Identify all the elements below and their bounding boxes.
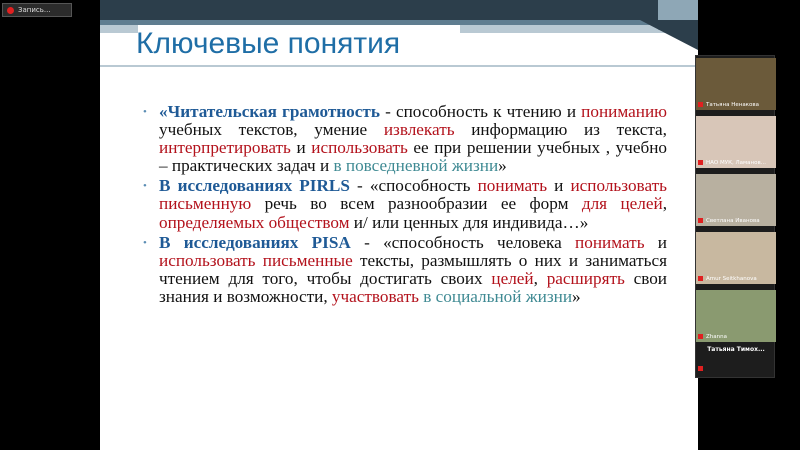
slide-title: Ключевые понятия: [136, 27, 401, 60]
body-text: - «способность человека: [350, 232, 576, 252]
highlighted-term: расширять: [546, 268, 625, 288]
body-text: ее при решении учебных , учебно – практических задач и: [159, 138, 667, 176]
body-text: речь во всем разнообразии ее форм: [251, 194, 582, 214]
bullet-icon: •: [143, 106, 147, 118]
highlighted-term: пониманию: [581, 102, 667, 121]
body-text: »: [572, 286, 581, 306]
slide-body: [143, 103, 667, 308]
slide-bullet-item: [143, 177, 667, 231]
body-text: тексты, размышлять о них и заниматься чтением для того, чтобы достигать своих: [159, 250, 668, 288]
body-text: свои знания и возможности,: [159, 268, 668, 306]
muted-mic-icon: [698, 276, 703, 281]
body-text: учебных текстов, умение: [159, 120, 384, 140]
body-text: и/ или ценных для индивида…»: [349, 212, 589, 232]
highlighted-term: определяемых обществом: [159, 212, 350, 232]
term-heading: В исследованиях PISA: [159, 232, 351, 252]
highlighted-term: участвовать: [331, 286, 419, 306]
slide-bar-left: [100, 25, 138, 33]
participant-video-tile[interactable]: [696, 232, 776, 284]
recording-indicator[interactable]: [2, 3, 72, 17]
muted-mic-icon: [698, 218, 703, 223]
highlighted-term: в социальной жизни: [423, 286, 573, 306]
body-text: и: [547, 176, 571, 196]
participant-name: Zhanna: [706, 334, 727, 340]
body-text: - способность к чтению и: [379, 102, 582, 121]
slide-bullet-item: [143, 234, 667, 306]
participant-video-tile[interactable]: [696, 174, 776, 226]
slide-corner-triangle: [640, 20, 698, 50]
participants-panel[interactable]: [695, 55, 775, 378]
term-heading: В исследованиях PIRLS: [159, 176, 350, 196]
highlighted-term: использовать: [311, 138, 408, 158]
body-text: информацию из текста,: [454, 120, 667, 140]
body-text: ,: [662, 194, 667, 214]
active-speaker-name: Татьяна Тимох...: [707, 346, 765, 353]
slide-header-band: [100, 0, 698, 20]
participant-name: Татьяна Ненакова: [706, 102, 759, 108]
body-text: - «способность: [349, 176, 478, 196]
body-text: и: [644, 232, 668, 252]
highlighted-term: письменные: [262, 250, 353, 270]
highlighted-term: понимать: [575, 232, 645, 252]
term-heading: «Читательская грамотность: [159, 102, 380, 121]
highlighted-term: использовать письменную: [159, 176, 667, 214]
body-text: [256, 251, 263, 270]
highlighted-term: интерпретировать: [159, 138, 291, 158]
highlighted-term: понимать: [477, 176, 548, 196]
participant-video-tile[interactable]: [696, 290, 776, 342]
highlighted-term: извлекать: [383, 120, 455, 140]
bullet-icon: •: [143, 236, 147, 249]
highlighted-term: для целей: [581, 194, 663, 214]
presentation-slide: [100, 0, 698, 450]
body-text: и: [290, 138, 312, 158]
body-text: »: [498, 156, 507, 176]
slide-bullet-item: [143, 103, 667, 175]
bullet-icon: •: [143, 180, 147, 193]
participant-name: Amur Seitkhanova: [706, 276, 757, 282]
recording-dot-icon: [7, 7, 14, 14]
muted-mic-icon: [698, 102, 703, 107]
highlighted-term: целей: [491, 268, 534, 288]
slide-title-divider: [100, 65, 698, 67]
highlighted-term: использовать: [159, 250, 256, 270]
body-text: ,: [533, 268, 547, 288]
muted-mic-icon: [698, 160, 703, 165]
muted-mic-icon: [698, 334, 703, 339]
participant-video-tile[interactable]: [696, 116, 776, 168]
participant-name: НАО МУК, Ламанов...: [706, 160, 766, 166]
participant-video-tile[interactable]: [696, 58, 776, 110]
participant-name: Светлана Иванова: [706, 218, 760, 224]
recording-label: Запись...: [18, 6, 51, 14]
highlighted-term: в повседневной жизни: [333, 156, 499, 176]
muted-mic-icon: [698, 366, 703, 371]
